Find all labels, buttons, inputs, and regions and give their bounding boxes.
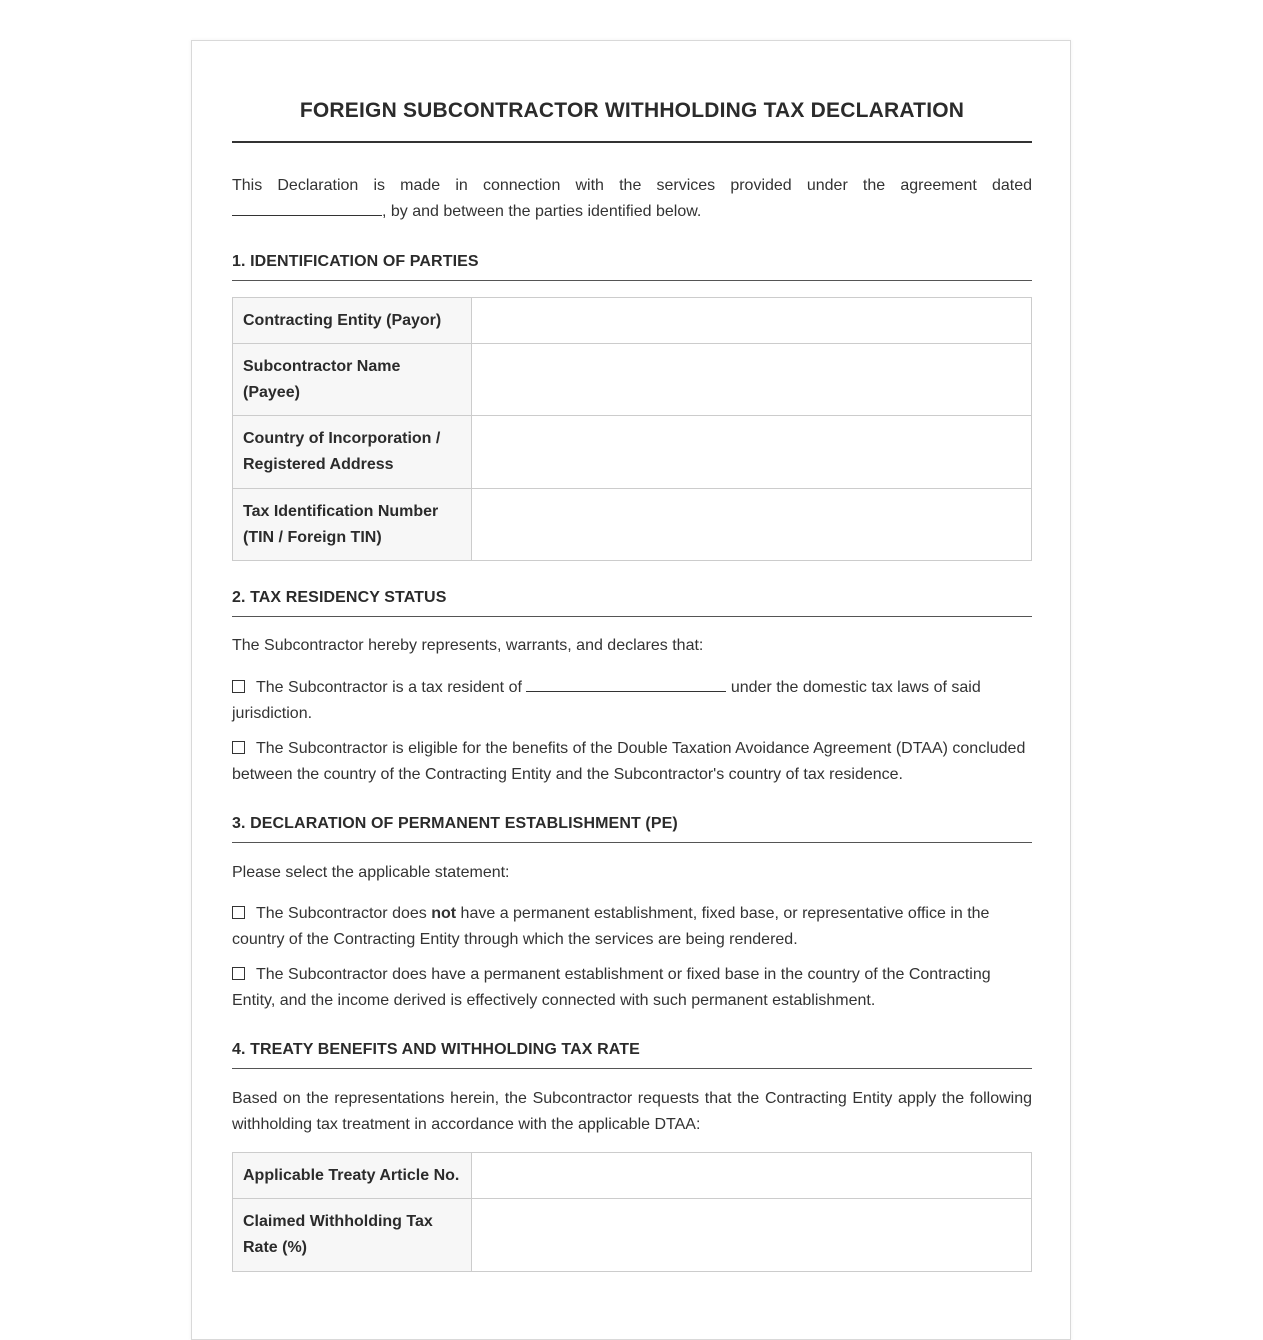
section-2-heading: 2. TAX RESIDENCY STATUS <box>232 589 1032 617</box>
table-row <box>233 344 1032 416</box>
section-4-heading: 4. TREATY BENEFITS AND WITHHOLDING TAX RATE <box>232 1041 1032 1069</box>
option-text-end: under the domestic tax laws of said jurisdiction. <box>232 679 981 722</box>
section-4-intro: Based on the representations herein, the Subcontractor requests that the Contracting Entity apply the following withholding tax treatment in accordance with the applicable DTAA: <box>232 1090 1032 1133</box>
treaty-table <box>232 1152 1032 1272</box>
intro-paragraph <box>232 173 1032 225</box>
pe-option-1 <box>232 901 1032 953</box>
country-address-field[interactable] <box>472 416 1032 489</box>
agreement-date-blank[interactable] <box>232 199 382 216</box>
contracting-entity-field[interactable] <box>472 298 1032 344</box>
section-2-intro: The Subcontractor hereby represents, warrants, and declares that: <box>232 637 704 654</box>
section-1-heading: 1. IDENTIFICATION OF PARTIES <box>232 253 1032 281</box>
field-label: Contracting Entity (Payor) <box>233 298 472 344</box>
title-divider <box>232 141 1032 143</box>
pe-option-2 <box>232 962 1032 1014</box>
option-emphasis: not <box>431 905 457 922</box>
withholding-rate-field[interactable] <box>472 1199 1032 1272</box>
option-text: The Subcontractor does <box>256 905 427 922</box>
table-row <box>233 298 1032 344</box>
field-label: Applicable Treaty Article No. <box>233 1153 472 1199</box>
field-label: Subcontractor Name (Payee) <box>233 344 472 416</box>
table-row <box>233 1153 1032 1199</box>
option-text: The Subcontractor is a tax resident of <box>256 679 522 696</box>
intro-text: This Declaration is made in connection with the services provided under the agreement dated <box>232 177 1032 194</box>
residency-option-1 <box>232 675 1032 727</box>
document-title: FOREIGN SUBCONTRACTOR WITHHOLDING TAX DECLARATION <box>299 99 965 122</box>
table-row <box>233 416 1032 489</box>
section-3-intro: Please select the applicable statement: <box>232 864 510 881</box>
field-label: Tax Identification Number (TIN / Foreign TIN) <box>233 489 472 561</box>
parties-table <box>232 297 1032 561</box>
pe-checkbox-1[interactable] <box>232 906 245 919</box>
subcontractor-name-field[interactable] <box>472 344 1032 416</box>
option-text: The Subcontractor does have a permanent establishment or fixed base in the country of the Contracting Entity, and the income derived is effectively connected with such permanent establishment. <box>232 966 991 1009</box>
residency-country-blank[interactable] <box>526 675 726 692</box>
intro-text-end: , by and between the parties identified below. <box>382 203 702 220</box>
option-text-end: have a permanent establishment, fixed base, or representative office in the country of the Contracting Entity through which the services are being rendered. <box>232 905 990 948</box>
pe-checkbox-2[interactable] <box>232 967 245 980</box>
document-page <box>191 40 1071 1340</box>
field-label: Country of Incorporation / Registered Address <box>233 416 472 489</box>
table-row <box>233 1199 1032 1272</box>
option-text: The Subcontractor is eligible for the benefits of the Double Taxation Avoidance Agreement (DTAA) concluded between the country of the Contracting Entity and the Subcontractor's country of tax residence. <box>232 740 1026 783</box>
table-row <box>233 489 1032 561</box>
residency-checkbox-1[interactable] <box>232 680 245 693</box>
section-3-heading: 3. DECLARATION OF PERMANENT ESTABLISHMENT (PE) <box>232 815 1032 843</box>
residency-option-2 <box>232 736 1032 788</box>
tin-field[interactable] <box>472 489 1032 561</box>
residency-checkbox-2[interactable] <box>232 741 245 754</box>
field-label: Claimed Withholding Tax Rate (%) <box>233 1199 472 1272</box>
treaty-article-field[interactable] <box>472 1153 1032 1199</box>
